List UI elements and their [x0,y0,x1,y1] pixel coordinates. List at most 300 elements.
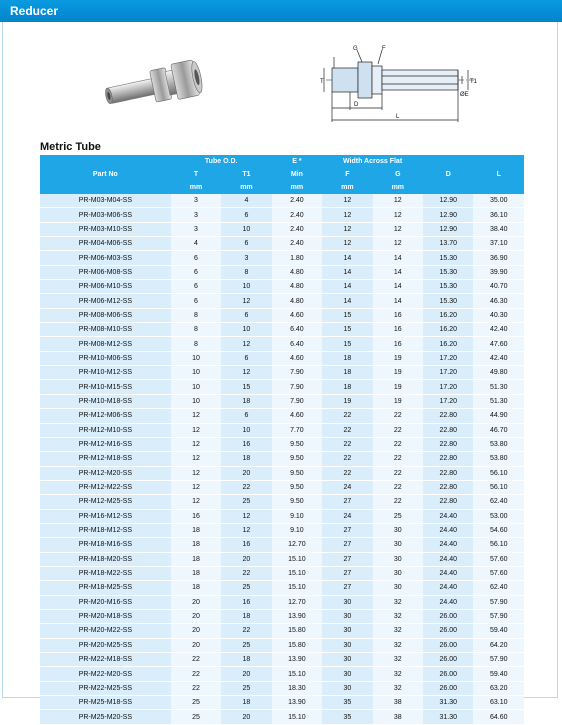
cell-part-no: PR-M22-M20-SS [40,667,171,681]
cell-part-no: PR-M06-M03-SS [40,251,171,265]
th-d: D [423,155,473,194]
cell-e: 2.40 [272,208,322,222]
cell-g: 19 [373,366,423,380]
cell-g: 19 [373,394,423,408]
th-part-no: Part No [40,155,171,194]
cell-l: 40.30 [473,308,524,322]
cell-g: 32 [373,653,423,667]
cell-t1: 8 [221,265,271,279]
cell-d: 15.30 [423,280,473,294]
cell-l: 36.90 [473,251,524,265]
cell-g: 38 [373,696,423,710]
cell-part-no: PR-M03-M06-SS [40,208,171,222]
reducer-photo [100,50,210,115]
table-row [40,308,524,322]
cell-part-no: PR-M04-M06-SS [40,237,171,251]
cell-t1: 10 [221,423,271,437]
cell-e: 1.80 [272,251,322,265]
cell-part-no: PR-M10-M15-SS [40,380,171,394]
cell-g: 16 [373,337,423,351]
cell-part-no: PR-M22-M18-SS [40,653,171,667]
th-t: T [171,168,221,181]
cell-e: 4.80 [272,280,322,294]
cell-part-no: PR-M18-M16-SS [40,538,171,552]
cell-g: 19 [373,380,423,394]
cell-f: 14 [322,280,372,294]
cell-g: 32 [373,609,423,623]
cell-g: 12 [373,194,423,208]
cell-part-no: PR-M10-M18-SS [40,394,171,408]
cell-f: 35 [322,696,372,710]
cell-d: 12.90 [423,222,473,236]
cell-d: 26.00 [423,609,473,623]
cell-l: 54.60 [473,523,524,537]
cell-t: 12 [171,437,221,451]
cell-part-no: PR-M20-M25-SS [40,638,171,652]
cell-f: 22 [322,409,372,423]
cell-f: 30 [322,624,372,638]
cell-d: 26.00 [423,638,473,652]
cell-l: 53.00 [473,509,524,523]
cell-d: 12.90 [423,194,473,208]
cell-t: 20 [171,624,221,638]
cell-d: 15.30 [423,265,473,279]
cell-f: 22 [322,452,372,466]
cell-g: 14 [373,294,423,308]
cell-e: 9.50 [272,480,322,494]
cell-f: 22 [322,423,372,437]
cell-e: 4.80 [272,265,322,279]
cell-t1: 6 [221,208,271,222]
cell-part-no: PR-M08-M10-SS [40,323,171,337]
cell-e: 6.40 [272,323,322,337]
cell-t: 3 [171,194,221,208]
cell-t1: 12 [221,523,271,537]
cell-t: 10 [171,351,221,365]
cell-part-no: PR-M03-M04-SS [40,194,171,208]
cell-g: 22 [373,452,423,466]
section-title-metric-tube: Metric Tube [40,141,101,153]
cell-e: 7.90 [272,380,322,394]
cell-f: 15 [322,337,372,351]
cell-d: 24.40 [423,509,473,523]
cell-t1: 18 [221,696,271,710]
cell-t: 12 [171,480,221,494]
cell-f: 24 [322,509,372,523]
cell-l: 53.80 [473,452,524,466]
table-row [40,653,524,667]
cell-e: 9.50 [272,495,322,509]
cell-l: 39.90 [473,265,524,279]
table-row [40,495,524,509]
cell-e: 7.90 [272,366,322,380]
th-unit-g: mm [373,181,423,194]
cell-t: 20 [171,609,221,623]
table-row [40,609,524,623]
cell-l: 59.40 [473,667,524,681]
cell-g: 38 [373,710,423,724]
cell-part-no: PR-M25-M20-SS [40,710,171,724]
cell-g: 22 [373,466,423,480]
cell-t1: 12 [221,294,271,308]
cell-t1: 22 [221,480,271,494]
cell-t: 3 [171,222,221,236]
cell-t1: 4 [221,194,271,208]
cell-t: 8 [171,337,221,351]
cell-e: 9.50 [272,466,322,480]
table-row [40,222,524,236]
cell-g: 30 [373,566,423,580]
cell-f: 12 [322,222,372,236]
cell-d: 17.20 [423,394,473,408]
cell-f: 14 [322,251,372,265]
cell-part-no: PR-M22-M25-SS [40,681,171,695]
cell-t1: 16 [221,595,271,609]
table-row [40,337,524,351]
cell-g: 25 [373,509,423,523]
cell-f: 30 [322,638,372,652]
cell-t: 10 [171,394,221,408]
cell-part-no: PR-M18-M25-SS [40,581,171,595]
cell-part-no: PR-M18-M20-SS [40,552,171,566]
cell-f: 27 [322,538,372,552]
cell-d: 22.80 [423,409,473,423]
table-row [40,566,524,580]
table-row [40,480,524,494]
cell-t: 8 [171,308,221,322]
cell-d: 16.20 [423,337,473,351]
table-row [40,552,524,566]
table-row [40,466,524,480]
cell-l: 57.90 [473,595,524,609]
cell-d: 24.40 [423,581,473,595]
cell-f: 15 [322,308,372,322]
cell-l: 53.80 [473,437,524,451]
cell-t1: 22 [221,624,271,638]
cell-t1: 18 [221,452,271,466]
cell-t: 18 [171,538,221,552]
cell-l: 51.30 [473,380,524,394]
cell-t: 4 [171,237,221,251]
cell-e: 7.70 [272,423,322,437]
table-row [40,523,524,537]
cell-f: 18 [322,380,372,394]
cell-part-no: PR-M06-M08-SS [40,265,171,279]
cell-part-no: PR-M12-M20-SS [40,466,171,480]
cell-l: 35.00 [473,194,524,208]
cell-t1: 20 [221,552,271,566]
cell-d: 15.30 [423,251,473,265]
cell-e: 13.90 [272,653,322,667]
table-row [40,409,524,423]
cell-g: 22 [373,495,423,509]
cell-g: 14 [373,251,423,265]
cell-g: 22 [373,437,423,451]
cell-l: 37.10 [473,237,524,251]
cell-t1: 15 [221,380,271,394]
cell-l: 57.90 [473,609,524,623]
cell-t1: 10 [221,323,271,337]
cell-part-no: PR-M12-M18-SS [40,452,171,466]
cell-g: 32 [373,638,423,652]
cell-l: 64.60 [473,710,524,724]
cell-l: 63.20 [473,681,524,695]
cell-g: 22 [373,423,423,437]
cell-t1: 20 [221,710,271,724]
cell-part-no: PR-M20-M16-SS [40,595,171,609]
cell-l: 42.40 [473,351,524,365]
cell-t: 18 [171,581,221,595]
cell-g: 19 [373,351,423,365]
cell-l: 56.10 [473,538,524,552]
cell-part-no: PR-M12-M10-SS [40,423,171,437]
table-row [40,194,524,208]
cell-part-no: PR-M08-M06-SS [40,308,171,322]
cell-g: 12 [373,237,423,251]
table-row [40,380,524,394]
cell-g: 32 [373,624,423,638]
table-row [40,581,524,595]
cell-t: 18 [171,523,221,537]
cell-g: 30 [373,523,423,537]
cell-f: 27 [322,552,372,566]
cell-part-no: PR-M06-M10-SS [40,280,171,294]
table-row [40,710,524,724]
cell-t: 6 [171,265,221,279]
cell-g: 14 [373,265,423,279]
cell-g: 16 [373,323,423,337]
cell-t1: 12 [221,337,271,351]
th-group-width: Width Across Flat [322,155,423,168]
cell-t1: 16 [221,437,271,451]
table-row [40,394,524,408]
th-g: G [373,168,423,181]
cell-d: 24.40 [423,552,473,566]
cell-t: 6 [171,251,221,265]
cell-d: 15.30 [423,294,473,308]
cell-f: 27 [322,523,372,537]
cell-t: 12 [171,466,221,480]
cell-e: 15.80 [272,638,322,652]
cell-e: 15.10 [272,566,322,580]
cell-part-no: PR-M20-M18-SS [40,609,171,623]
cell-l: 44.90 [473,409,524,423]
cell-f: 18 [322,366,372,380]
table-row [40,366,524,380]
cell-part-no: PR-M20-M22-SS [40,624,171,638]
cell-part-no: PR-M12-M16-SS [40,437,171,451]
cell-e: 4.60 [272,308,322,322]
cell-part-no: PR-M12-M06-SS [40,409,171,423]
cell-l: 46.30 [473,294,524,308]
cell-t1: 6 [221,237,271,251]
cell-part-no: PR-M06-M12-SS [40,294,171,308]
cell-e: 15.10 [272,581,322,595]
cell-l: 63.10 [473,696,524,710]
table-row [40,681,524,695]
cell-e: 7.90 [272,394,322,408]
cell-f: 14 [322,294,372,308]
cell-l: 46.70 [473,423,524,437]
cell-d: 16.20 [423,308,473,322]
cell-d: 17.20 [423,380,473,394]
cell-f: 30 [322,609,372,623]
cell-l: 62.40 [473,581,524,595]
cell-f: 27 [322,495,372,509]
cell-t: 16 [171,509,221,523]
table-row [40,696,524,710]
cell-e: 15.10 [272,667,322,681]
cell-d: 22.80 [423,466,473,480]
cell-e: 2.40 [272,237,322,251]
cell-l: 51.30 [473,394,524,408]
cell-t: 6 [171,294,221,308]
cell-d: 12.90 [423,208,473,222]
cell-t1: 6 [221,409,271,423]
cell-g: 12 [373,222,423,236]
cell-d: 22.80 [423,480,473,494]
cell-e: 2.40 [272,194,322,208]
reducer-technical-drawing [320,40,480,130]
th-group-tube-od: Tube O.D. [171,155,272,168]
drawing-label-f: F [382,46,386,52]
cell-f: 27 [322,581,372,595]
cell-t: 18 [171,552,221,566]
cell-d: 26.00 [423,667,473,681]
cell-e: 13.90 [272,696,322,710]
table-head-row-1 [40,155,524,168]
cell-l: 62.40 [473,495,524,509]
cell-e: 2.40 [272,222,322,236]
cell-t: 10 [171,380,221,394]
cell-e: 9.50 [272,437,322,451]
table-row [40,294,524,308]
th-e-min: Min [272,168,322,181]
cell-t: 18 [171,566,221,580]
cell-t: 6 [171,280,221,294]
cell-t: 22 [171,653,221,667]
cell-d: 26.00 [423,624,473,638]
cell-l: 57.60 [473,552,524,566]
th-t1: T1 [221,168,271,181]
cell-t: 12 [171,423,221,437]
cell-d: 13.70 [423,237,473,251]
cell-part-no: PR-M25-M18-SS [40,696,171,710]
drawing-label-t: T [320,79,324,85]
cell-t1: 18 [221,394,271,408]
cell-d: 24.40 [423,566,473,580]
table-row [40,280,524,294]
cell-t1: 20 [221,667,271,681]
table-row [40,452,524,466]
cell-f: 19 [322,394,372,408]
cell-e: 13.90 [272,609,322,623]
cell-e: 9.50 [272,452,322,466]
cell-t1: 20 [221,466,271,480]
cell-t: 3 [171,208,221,222]
cell-f: 30 [322,595,372,609]
cell-e: 12.70 [272,538,322,552]
cell-d: 31.30 [423,710,473,724]
table-row [40,667,524,681]
table-row [40,437,524,451]
table-row [40,423,524,437]
cell-f: 27 [322,566,372,580]
cell-part-no: PR-M08-M12-SS [40,337,171,351]
cell-t1: 25 [221,681,271,695]
cell-d: 26.00 [423,681,473,695]
cell-f: 18 [322,351,372,365]
cell-d: 24.40 [423,595,473,609]
th-l: L [473,155,524,194]
cell-l: 59.40 [473,624,524,638]
cell-d: 16.20 [423,323,473,337]
table-body [40,194,524,724]
cell-t1: 16 [221,538,271,552]
cell-t1: 6 [221,308,271,322]
cell-g: 32 [373,681,423,695]
section-header-bar [0,0,562,22]
cell-t: 22 [171,667,221,681]
cell-g: 32 [373,667,423,681]
cell-t: 20 [171,638,221,652]
cell-e: 4.60 [272,409,322,423]
th-unit-f: mm [322,181,372,194]
cell-g: 16 [373,308,423,322]
cell-l: 57.60 [473,566,524,580]
cell-g: 14 [373,280,423,294]
th-f: F [322,168,372,181]
table-row [40,265,524,279]
cell-t1: 25 [221,581,271,595]
section-header-title: Reducer [10,4,59,18]
cell-t1: 6 [221,351,271,365]
cell-f: 30 [322,653,372,667]
cell-part-no: PR-M16-M12-SS [40,509,171,523]
cell-f: 12 [322,237,372,251]
cell-part-no: PR-M10-M06-SS [40,351,171,365]
cell-part-no: PR-M18-M12-SS [40,523,171,537]
table-row [40,351,524,365]
cell-f: 14 [322,265,372,279]
th-unit-e: mm [272,181,322,194]
cell-e: 15.10 [272,710,322,724]
cell-l: 49.80 [473,366,524,380]
cell-t: 10 [171,366,221,380]
cell-e: 18.30 [272,681,322,695]
cell-t1: 18 [221,653,271,667]
cell-part-no: PR-M12-M25-SS [40,495,171,509]
cell-t1: 25 [221,638,271,652]
cell-part-no: PR-M03-M10-SS [40,222,171,236]
th-e: E * [272,155,322,168]
drawing-label-l: L [396,114,400,120]
table-row [40,208,524,222]
cell-d: 22.80 [423,495,473,509]
cell-part-no: PR-M10-M12-SS [40,366,171,380]
cell-d: 31.30 [423,696,473,710]
cell-l: 47.60 [473,337,524,351]
cell-t: 25 [171,710,221,724]
cell-d: 24.40 [423,538,473,552]
cell-f: 12 [322,194,372,208]
cell-l: 64.20 [473,638,524,652]
cell-t: 12 [171,452,221,466]
cell-l: 56.10 [473,466,524,480]
cell-t1: 10 [221,280,271,294]
cell-l: 38.40 [473,222,524,236]
cell-g: 22 [373,480,423,494]
